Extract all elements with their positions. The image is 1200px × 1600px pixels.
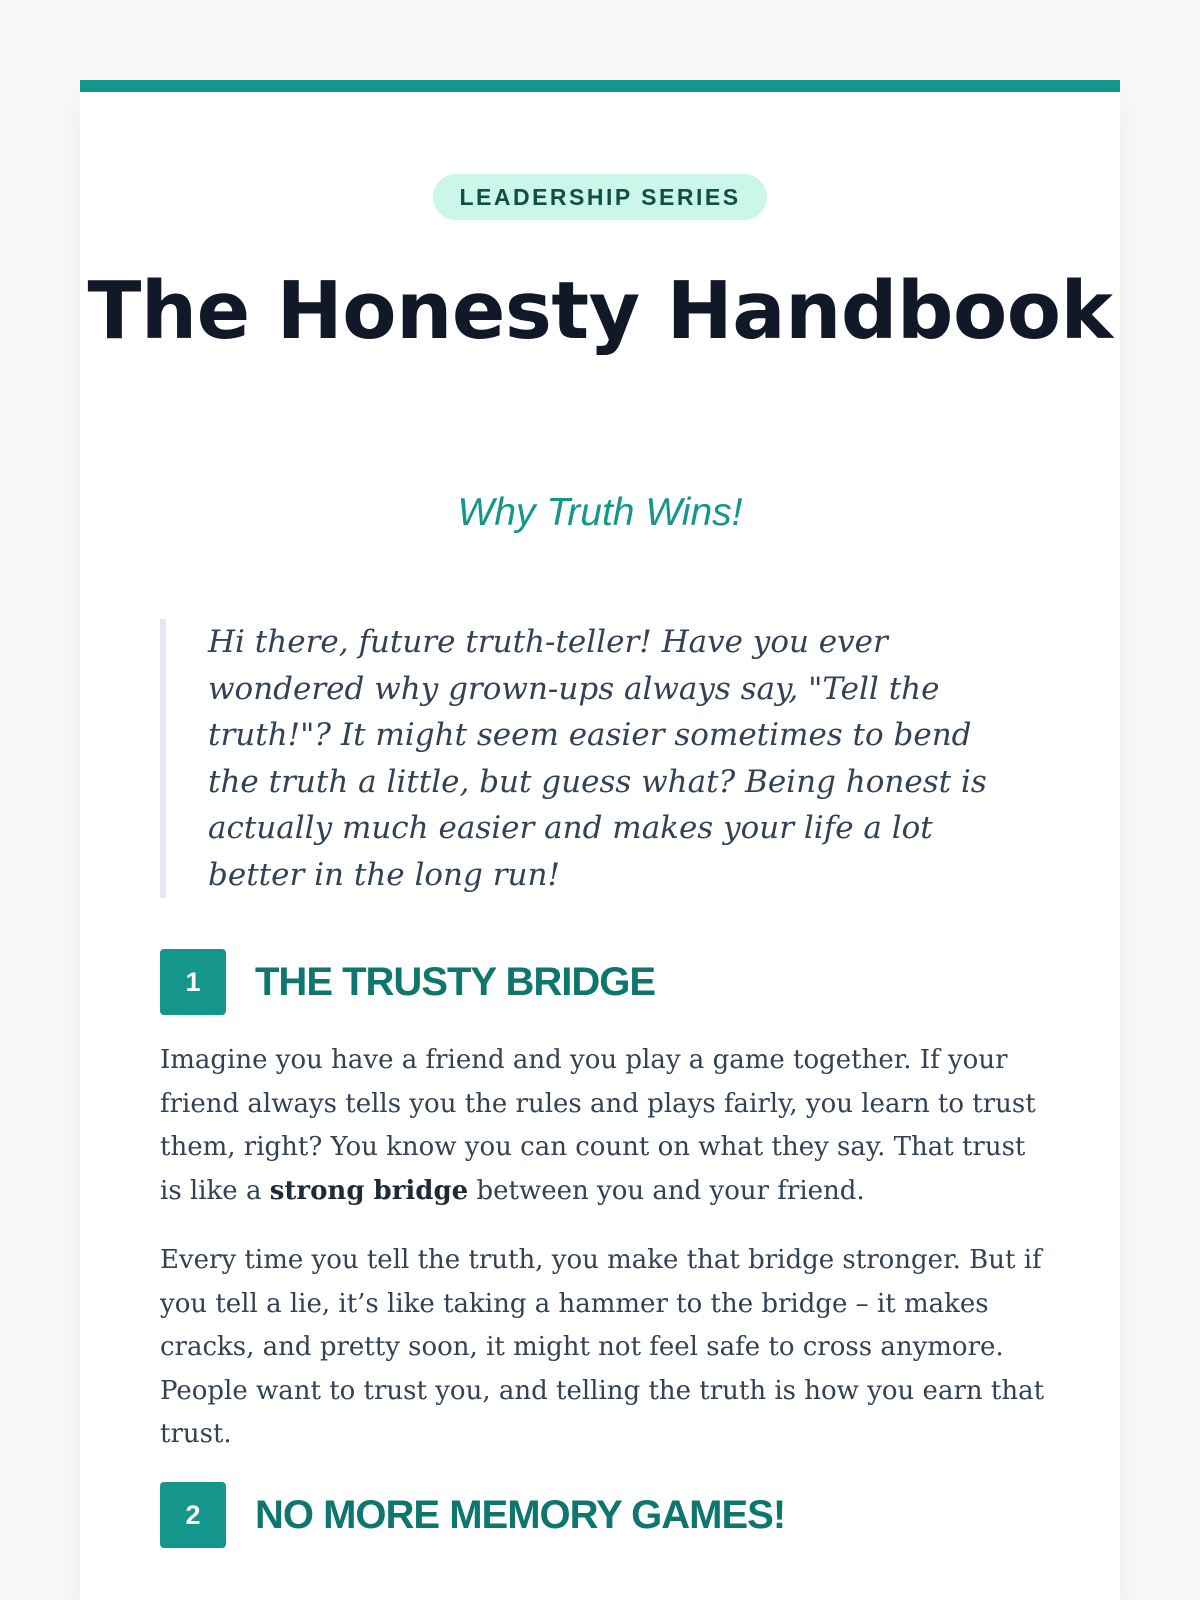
section-1-title: THE TRUSTY BRIDGE <box>255 959 656 1004</box>
section-2-heading <box>160 1482 785 1548</box>
section-2-title: NO MORE MEMORY GAMES! <box>255 1492 786 1537</box>
section-1-paragraph-1 <box>160 1039 1050 1213</box>
series-badge: LEADERSHIP SERIES <box>433 174 766 220</box>
section-1-paragraph-2: Every time you tell the truth, you make that bridge stronger. But if you tell a lie, it’s like taking a hammer to the bridge – it makes cracks, and pretty soon, it might not feel safe to cross anymore. People want to trust you, and telling the truth is how you earn that trust. <box>160 1245 1045 1449</box>
paragraph-text: between you and your friend. <box>468 1175 865 1206</box>
page-subtitle: Why Truth Wins! <box>457 491 743 534</box>
badge-row <box>80 174 1120 220</box>
intro-quote: Hi there, future truth-teller! Have you ever wondered why grown-ups always say, "Tell the truth!"? It might seem easier sometimes to bend the truth a little, but guess what? Being honest is actually much easier and makes your life a lot better in the long run! <box>160 619 1000 898</box>
section-1-heading <box>160 949 655 1015</box>
paragraph-text: Imagine you have a friend and you play a game together. If your friend always tells you the rules and plays fairly, you learn to trust them, right? You know you can count on what they say. That trust is like a <box>160 1045 1036 1206</box>
page-title: The Honesty Handbook <box>87 265 1113 357</box>
section-1-number: 1 <box>160 949 226 1015</box>
handbook-card <box>80 80 1120 1600</box>
section-2-number: 2 <box>160 1482 226 1548</box>
emphasis-text: strong bridge <box>269 1175 469 1206</box>
